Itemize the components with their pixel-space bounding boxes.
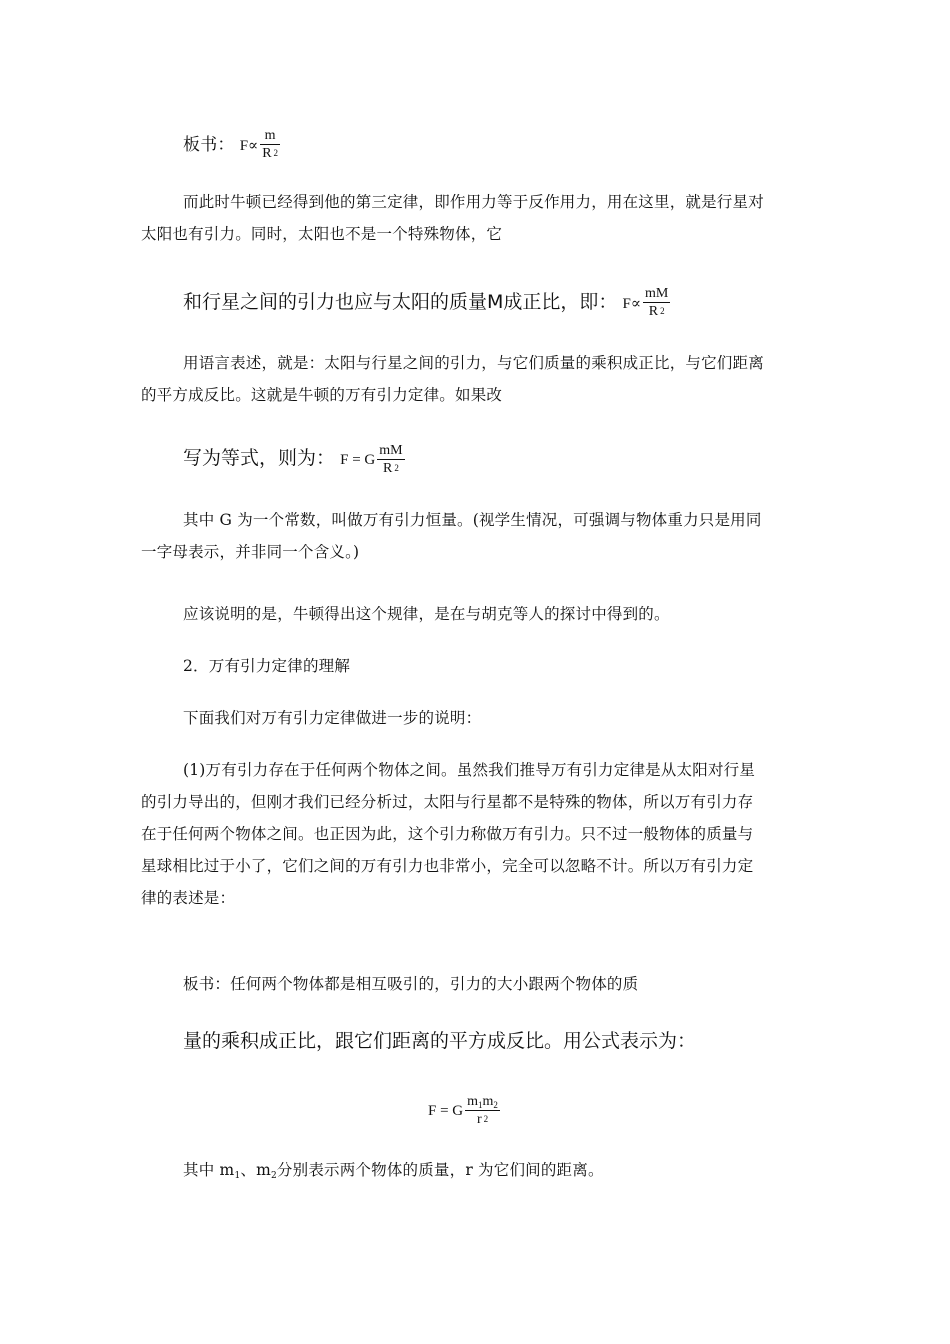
formula-equation-1 <box>340 443 404 478</box>
board-note-2 <box>183 286 670 321</box>
board-note-3 <box>183 443 405 478</box>
paragraph-explanation-1 <box>141 754 756 914</box>
text-segment: 、m <box>240 1161 271 1179</box>
denominator-exponent: 2 <box>483 1114 489 1124</box>
denominator-base: r <box>476 1112 482 1127</box>
denominator-base: R <box>262 146 272 161</box>
subscript: 2 <box>270 1171 277 1181</box>
numerator: mM <box>645 286 669 301</box>
paragraph-gravitational-constant <box>141 504 762 568</box>
paragraph-line: 的引力导出的，但刚才我们已经分析过，太阳与行星都不是特殊的物体，所以万有引力存 <box>141 793 754 811</box>
paragraph-third-law <box>141 186 764 250</box>
paragraph-line: 用语言表述，就是：太阳与行星之间的引力，与它们质量的乘积成正比，与它们距离 <box>183 354 764 372</box>
numerator: mM <box>379 443 403 458</box>
formula-lhs: F = G <box>428 1103 464 1119</box>
board-label: 板书： <box>183 135 235 155</box>
board-note-5: 量的乘积成正比，跟它们距离的平方成反比。用公式表示为： <box>183 1030 697 1052</box>
text-segment: 其中 m <box>183 1161 235 1179</box>
formula-lhs: F = G <box>340 452 376 468</box>
formula-universal-gravitation <box>428 1094 500 1129</box>
board-text: 写为等式，则为： <box>183 447 336 469</box>
paragraph-line: (1)万有引力存在于任何两个物体之间。虽然我们推导万有引力定律是从太阳对行星 <box>183 761 756 779</box>
numerator <box>465 1094 500 1110</box>
paragraph-hooke: 应该说明的是，牛顿得出这个规律，是在与胡克等人的探讨中得到的。 <box>183 605 670 623</box>
formula-lhs: F∝ <box>622 296 641 312</box>
denominator-exponent: 2 <box>660 306 665 316</box>
fraction <box>465 1094 500 1129</box>
formula-proportional-1 <box>240 128 280 163</box>
formula-lhs: F∝ <box>239 138 259 154</box>
denominator-base: R <box>383 461 393 476</box>
paragraph-line: 在于任何两个物体之间。也正因为此，这个引力称做万有引力。只不过一般物体的质量与 <box>141 825 754 843</box>
formula-equation-2 <box>428 1094 500 1129</box>
board-note-1 <box>183 128 280 163</box>
denominator <box>475 1111 490 1129</box>
paragraph-line: 而此时牛顿已经得到他的第三定律，即作用力等于反作用力，用在这里，就是行星对 <box>183 193 764 211</box>
denominator <box>381 460 401 478</box>
paragraph-line: 的平方成反比。这就是牛顿的万有引力定律。如果改 <box>141 386 503 404</box>
fraction <box>643 286 670 321</box>
mass-symbol: m <box>482 1094 494 1109</box>
text-segment: 分别表示两个物体的质量，r 为它们间的距离。 <box>276 1161 604 1179</box>
subscript: 1 <box>234 1171 241 1181</box>
mass-symbol: m <box>467 1094 479 1109</box>
subscript: 2 <box>493 1100 498 1110</box>
paragraph-line: 星球相比过于小了，它们之间的万有引力也非常小，完全可以忽略不计。所以万有引力定 <box>141 857 754 875</box>
denominator <box>260 145 280 163</box>
paragraph-verbal-statement <box>141 347 764 411</box>
paragraph-symbols <box>183 1154 604 1189</box>
numerator: m <box>264 128 276 143</box>
paragraph-intro: 下面我们对万有引力定律做进一步的说明： <box>183 709 482 727</box>
subscript: 1 <box>478 1100 483 1110</box>
fraction <box>377 443 404 478</box>
board-text: 和行星之间的引力也应与太阳的质量M成正比，即： <box>183 291 618 313</box>
paragraph-line: 太阳也有引力。同时，太阳也不是一个特殊物体，它 <box>141 225 503 243</box>
fraction <box>260 128 280 163</box>
board-note-4: 板书：任何两个物体都是相互吸引的，引力的大小跟两个物体的质 <box>183 975 639 993</box>
formula-proportional-2 <box>623 286 671 321</box>
denominator <box>647 303 667 321</box>
denominator-base: R <box>648 304 659 319</box>
paragraph-line: 律的表述是： <box>141 889 236 907</box>
paragraph-line: 其中 G 为一个常数，叫做万有引力恒量。(视学生情况，可强调与物体重力只是用同 <box>183 511 762 529</box>
paragraph-line: 一字母表示，并非同一个含义。) <box>141 543 360 561</box>
denominator-exponent: 2 <box>273 148 279 158</box>
section-heading: 2．万有引力定律的理解 <box>183 657 351 675</box>
denominator-exponent: 2 <box>394 463 399 473</box>
